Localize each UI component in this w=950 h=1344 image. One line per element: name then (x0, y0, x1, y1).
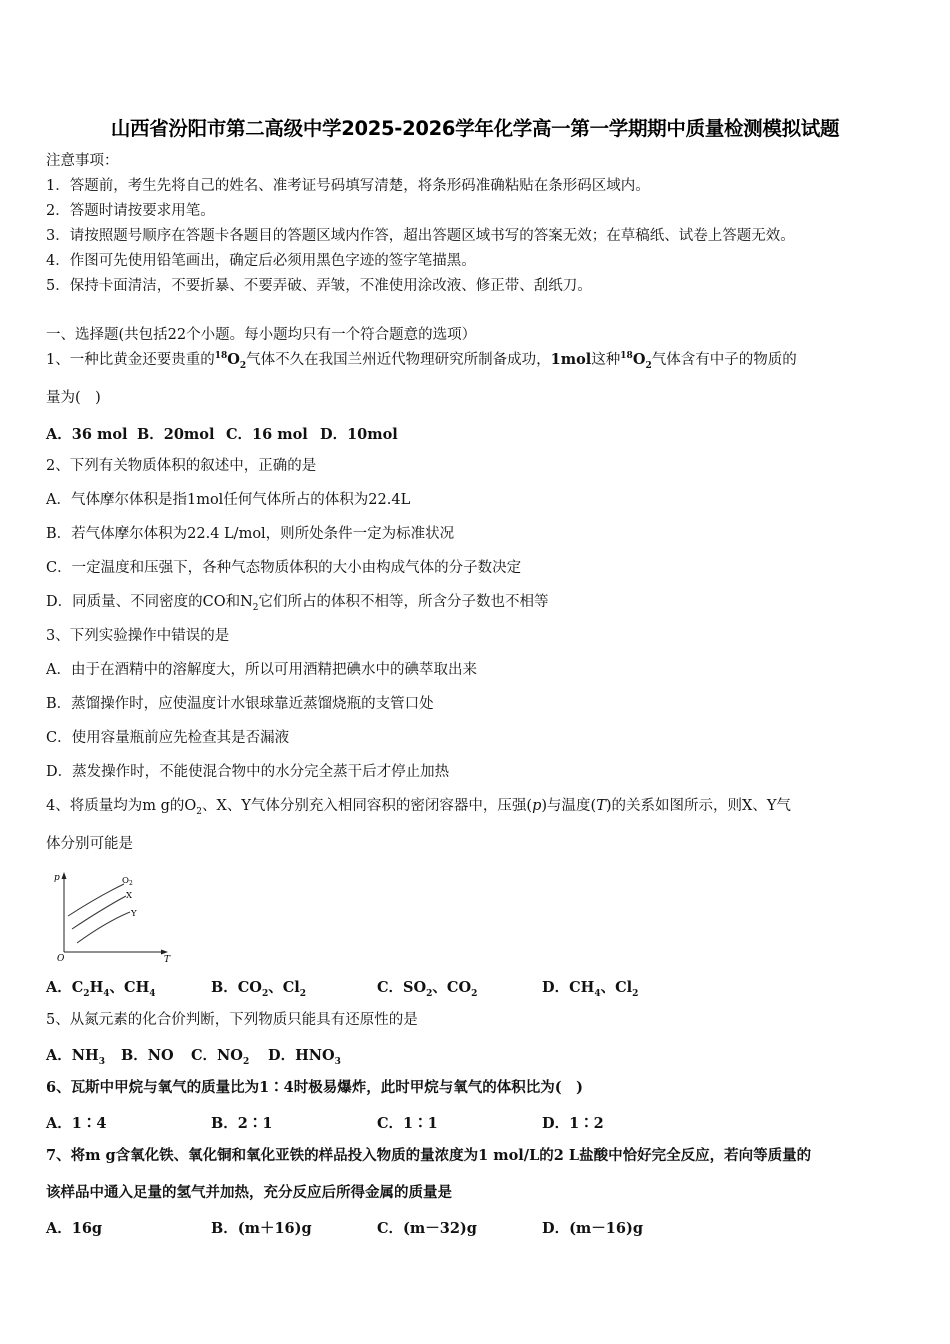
question-3-option-d: D．蒸发操作时，不能使混合物中的水分完全蒸干后才停止加热 (46, 764, 450, 780)
notice-item-1: 1．答题前，考生先将自己的姓名、准考证号码填写清楚，将条形码准确粘贴在条形码区域内。 (46, 178, 650, 194)
q4-text: 将质量均为m g的O (69, 798, 197, 814)
option-a: A．$C_2H_4$、$CH_4$ (46, 979, 156, 999)
question-2-option-d (46, 592, 549, 612)
question-3-option-b: B．蒸馏操作时，应使温度计水银球靠近蒸馏烧瓶的支管口处 (46, 696, 434, 712)
question-7-stem: 7、将m g含氧化铁、氧化铜和氧化亚铁的样品投入物质的量浓度为1 mol/L的2 L盐酸中恰好完全反应，若向等质量的 (46, 1147, 812, 1164)
isotope-mass: 18 (214, 351, 228, 362)
p-axis-label: p (54, 873, 60, 883)
option-b: B．$CO_2$、$Cl_2$ (211, 979, 307, 999)
o2-curve-label: $O_2$ (122, 876, 133, 887)
option-b: B．(m＋16)g (211, 1220, 312, 1237)
pressure-symbol: p (532, 798, 542, 814)
question-2-stem: 2、下列有关物质体积的叙述中，正确的是 (46, 458, 317, 474)
temperature-symbol: T (596, 798, 606, 814)
option-c: C．$SO_2$、$CO_2$ (377, 979, 478, 999)
pressure-temperature-graph (44, 866, 174, 962)
option-text: 它们所占的体积不相等，所含分子数也不相等 (258, 594, 549, 610)
option-text: D．同质量、不同密度的CO和N (46, 594, 253, 610)
question-3-option-a: A．由于在酒精中的溶解度大，所以可用酒精把碘水中的碘萃取出来 (46, 662, 477, 678)
oxygen-symbol: O (632, 351, 646, 368)
x-curve (72, 896, 126, 929)
origin-label: O (57, 954, 65, 962)
question-number: 4、 (46, 798, 70, 814)
q4-text: )的关系如图所示，则X、Y气 (605, 798, 791, 814)
q1-text: 气体含有中子的物质的 (651, 352, 797, 368)
q4-text: )与温度( (541, 798, 597, 814)
oxygen-symbol: O (227, 351, 240, 368)
o2-curve (68, 884, 124, 916)
question-3-option-c: C．使用容量瓶前应先检查其是否漏液 (46, 730, 290, 746)
option-d: D．$HNO_3$ (268, 1047, 341, 1067)
subscript: 2 (196, 806, 202, 817)
y-curve (77, 912, 130, 943)
t-axis-label: T (164, 955, 171, 962)
question-4-stem-cont: 体分别可能是 (46, 836, 133, 852)
option-d: D．1∶2 (542, 1115, 604, 1132)
option-d: D．(m－16)g (542, 1220, 643, 1237)
question-7-stem-cont: 该样品中通入足量的氢气并加热，充分反应后所得金属的质量是 (46, 1184, 452, 1201)
option-c: C．16 mol (226, 426, 308, 443)
q4-text: 、X、Y气体分别充入相同容积的密闭容器中，压强( (202, 798, 533, 814)
x-curve-label: X (126, 891, 133, 901)
y-axis-arrow (62, 872, 67, 879)
subscript: 2 (239, 360, 247, 371)
question-2-option-b: B．若气体摩尔体积为22.4 L/mol，则所处条件一定为标准状况 (46, 526, 455, 542)
notice-item-5: 5．保持卡面清洁，不要折暴、不要弄破、弄皱，不准使用涂改液、修正带、刮纸刀。 (46, 278, 592, 294)
question-3-stem: 3、下列实验操作中错误的是 (46, 628, 230, 644)
option-d: D．10mol (320, 426, 398, 443)
option-a: A．36 mol (46, 426, 128, 443)
x-axis-arrow (161, 950, 168, 955)
option-a: A．1∶4 (46, 1115, 107, 1132)
question-2-option-c: C．一定温度和压强下，各种气态物质体积的大小由构成气体的分子数决定 (46, 560, 522, 576)
option-d: D．$CH_4$、$Cl_2$ (542, 979, 639, 999)
question-2-option-a: A．气体摩尔体积是指1mol任何气体所占的体积为22.4L (46, 492, 411, 508)
notice-item-2: 2．答题时请按要求用笔。 (46, 203, 215, 219)
q1-text: 一种比黄金还要贵重的 (69, 352, 215, 368)
y-curve-label: Y (131, 909, 137, 919)
subscript: 2 (252, 602, 259, 613)
section-heading: 一、选择题(共包括22个小题。每小题均只有一个符合题意的选项） (46, 327, 477, 343)
q1-text: 这种 (591, 352, 621, 368)
question-number: 1、 (46, 352, 70, 368)
option-b: B．20mol (137, 426, 215, 443)
q1-text: 气体不久在我国兰州近代物理研究所制备成功， (246, 352, 551, 368)
option-a: A．16g (46, 1220, 103, 1237)
question-1-stem-cont: 量为( ) (46, 390, 101, 406)
option-c: C．1∶1 (377, 1115, 438, 1132)
option-c: C．(m－32)g (377, 1220, 477, 1237)
notice-item-4: 4．作图可先使用铅笔画出，确定后必须用黑色字迹的签字笔描黑。 (46, 253, 476, 269)
page-title: 山西省汾阳市第二高级中学2025-2026学年化学高一第一学期期中质量检测模拟试题 (110, 117, 840, 140)
question-6-stem: 6、瓦斯中甲烷与氧气的质量比为1∶4时极易爆炸，此时甲烷与氧气的体积比为( ) (46, 1079, 583, 1096)
option-b: B．2∶1 (211, 1115, 273, 1132)
question-4-stem (46, 796, 791, 816)
isotope-mass: 18 (620, 351, 633, 362)
question-1-stem (46, 350, 797, 370)
subscript: 2 (645, 360, 652, 371)
q1-mol: 1mol (550, 351, 592, 368)
option-a: A．$NH_3$ (46, 1047, 105, 1067)
notice-heading: 注意事项： (46, 153, 119, 169)
question-5-stem: 5、从氮元素的化合价判断，下列物质只能具有还原性的是 (46, 1012, 418, 1028)
option-c: C．$NO_2$ (191, 1047, 250, 1067)
option-b: B．NO (121, 1047, 174, 1064)
notice-item-3: 3．请按照题号顺序在答题卡各题目的答题区域内作答，超出答题区域书写的答案无效；在草稿纸、试卷上答题无效。 (46, 228, 795, 244)
